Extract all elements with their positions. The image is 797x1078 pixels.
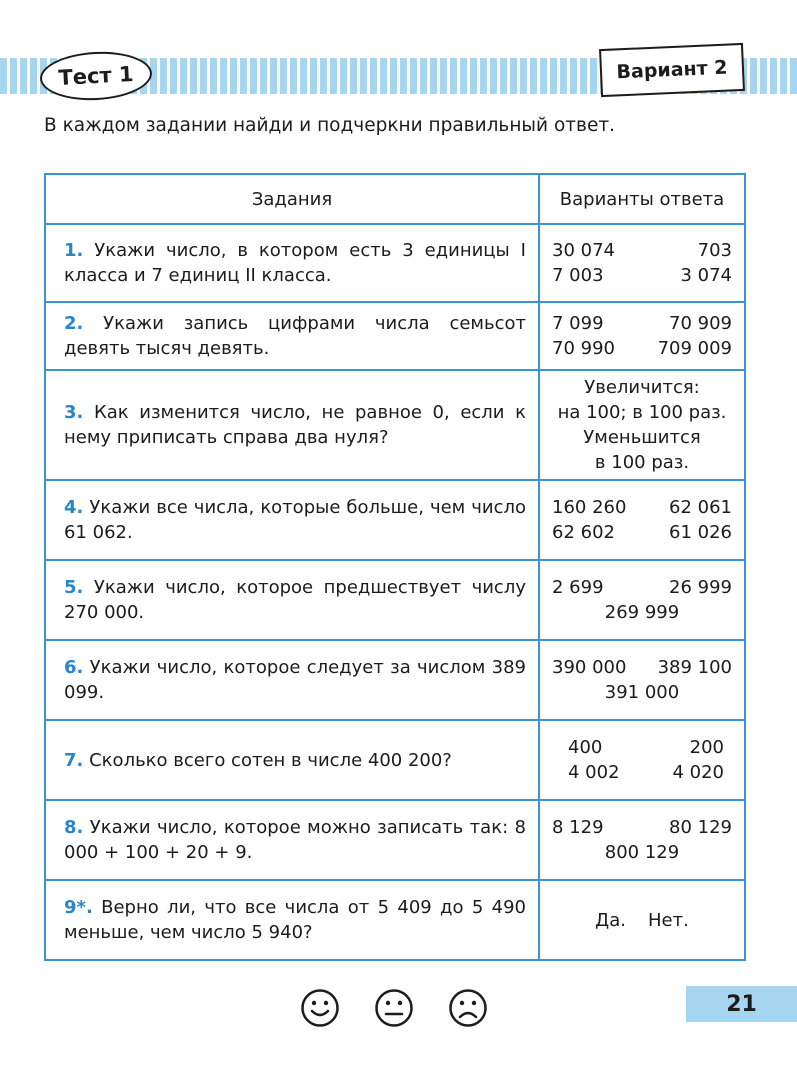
task-text: Верно ли, что все числа от 5 409 до 5 490 меньше, чем число 5 940? bbox=[64, 897, 526, 943]
task-cell bbox=[45, 480, 539, 560]
column-header-tasks: Задания bbox=[45, 174, 539, 224]
answer-option[interactable]: 30 074 bbox=[552, 240, 615, 261]
answers-cell bbox=[539, 560, 745, 640]
page-number: 21 bbox=[686, 986, 797, 1022]
task-number: 9*. bbox=[64, 897, 93, 918]
answers-cell bbox=[539, 640, 745, 720]
answer-option[interactable]: 709 009 bbox=[657, 338, 732, 359]
task-text: Укажи число, которое можно записать так: 8 000 + 100 + 20 + 9. bbox=[64, 817, 526, 863]
answer-option[interactable]: 400 bbox=[568, 737, 603, 758]
task-text: Как изменится число, не равное 0, если к нему приписать справа два нуля? bbox=[64, 402, 526, 448]
answers-cell bbox=[539, 800, 745, 880]
answer-option[interactable]: 269 999 bbox=[604, 602, 680, 623]
answer-option[interactable]: 4 020 bbox=[672, 762, 724, 783]
table-row bbox=[45, 640, 745, 720]
answer-option[interactable]: 7 099 bbox=[552, 313, 604, 334]
task-text: Укажи число, которое предшествует числу 270 000. bbox=[64, 577, 526, 623]
task-number: 4. bbox=[64, 497, 84, 518]
table-row bbox=[45, 720, 745, 800]
smiley-sad-icon[interactable] bbox=[448, 988, 488, 1028]
table-row bbox=[45, 480, 745, 560]
task-text: Укажи запись цифрами числа семьсот девять тысяч девять. bbox=[64, 313, 526, 359]
answer-option[interactable]: 389 100 bbox=[657, 657, 732, 678]
answer-option[interactable]: 62 061 bbox=[669, 497, 732, 518]
answer-option[interactable]: 200 bbox=[689, 737, 724, 758]
table-row bbox=[45, 370, 745, 480]
answer-option[interactable]: 4 002 bbox=[568, 762, 620, 783]
answer-option[interactable]: 160 260 bbox=[552, 497, 627, 518]
table-row bbox=[45, 302, 745, 370]
answer-label-decrease: Уменьшится bbox=[583, 427, 701, 448]
table-row bbox=[45, 880, 745, 960]
task-cell bbox=[45, 302, 539, 370]
table-header-row bbox=[45, 174, 745, 224]
answers-cell bbox=[539, 880, 745, 960]
task-cell bbox=[45, 560, 539, 640]
task-cell bbox=[45, 640, 539, 720]
answer-option-no[interactable]: Нет. bbox=[648, 909, 689, 931]
task-cell bbox=[45, 800, 539, 880]
task-cell bbox=[45, 370, 539, 480]
smiley-happy-icon[interactable] bbox=[300, 988, 340, 1028]
task-cell bbox=[45, 224, 539, 302]
task-number: 5. bbox=[64, 577, 84, 598]
task-number: 6. bbox=[64, 657, 84, 678]
answer-label-increase: Увеличится: bbox=[584, 377, 700, 398]
answer-option[interactable]: 3 074 bbox=[680, 265, 732, 286]
answer-option[interactable]: 391 000 bbox=[604, 682, 680, 703]
task-number: 8. bbox=[64, 817, 84, 838]
answer-option[interactable]: 62 602 bbox=[552, 522, 615, 543]
task-number: 7. bbox=[64, 749, 84, 771]
answer-option[interactable]: 26 999 bbox=[669, 577, 732, 598]
answer-option[interactable]: 70 990 bbox=[552, 338, 615, 359]
answer-option[interactable]: 61 026 bbox=[669, 522, 732, 543]
task-text: Сколько всего сотен в числе 400 200? bbox=[89, 749, 452, 771]
task-number: 3. bbox=[64, 402, 84, 423]
answer-option[interactable]: 2 699 bbox=[552, 577, 604, 598]
answer-option[interactable]: 80 129 bbox=[669, 817, 732, 838]
tasks-table bbox=[44, 173, 746, 961]
instruction: В каждом задании найди и подчеркни правильный ответ. bbox=[44, 115, 615, 136]
table-row bbox=[45, 800, 745, 880]
column-header-answers: Варианты ответа bbox=[539, 174, 745, 224]
answer-option[interactable]: 390 000 bbox=[552, 657, 627, 678]
answer-option[interactable]: 70 909 bbox=[669, 313, 732, 334]
answer-option[interactable]: в 100 раз. bbox=[594, 452, 690, 473]
test-label: Тест 1 bbox=[39, 49, 153, 103]
self-assessment-smileys bbox=[300, 988, 488, 1028]
answer-option[interactable]: 703 bbox=[697, 240, 732, 261]
answers-cell bbox=[539, 370, 745, 480]
table-row bbox=[45, 560, 745, 640]
task-number: 2. bbox=[64, 313, 84, 334]
answer-option[interactable]: 8 129 bbox=[552, 817, 604, 838]
smiley-neutral-icon[interactable] bbox=[374, 988, 414, 1028]
answers-cell bbox=[539, 224, 745, 302]
answers-cell bbox=[539, 302, 745, 370]
answer-option[interactable]: 800 129 bbox=[604, 842, 680, 863]
variant-label: Вариант 2 bbox=[599, 43, 745, 97]
answers-cell bbox=[539, 480, 745, 560]
task-cell bbox=[45, 880, 539, 960]
task-cell bbox=[45, 720, 539, 800]
answer-option[interactable]: 7 003 bbox=[552, 265, 604, 286]
table-row bbox=[45, 224, 745, 302]
answer-option-yes[interactable]: Да. bbox=[595, 909, 626, 931]
task-number: 1. bbox=[64, 240, 84, 261]
task-text: Укажи все числа, которые больше, чем число 61 062. bbox=[64, 497, 526, 543]
answer-option[interactable]: на 100; в 100 раз. bbox=[557, 402, 727, 423]
task-text: Укажи число, в котором есть 3 единицы I класса и 7 единиц II класса. bbox=[64, 240, 526, 286]
task-text: Укажи число, которое следует за числом 389 099. bbox=[64, 657, 526, 703]
answers-cell bbox=[539, 720, 745, 800]
